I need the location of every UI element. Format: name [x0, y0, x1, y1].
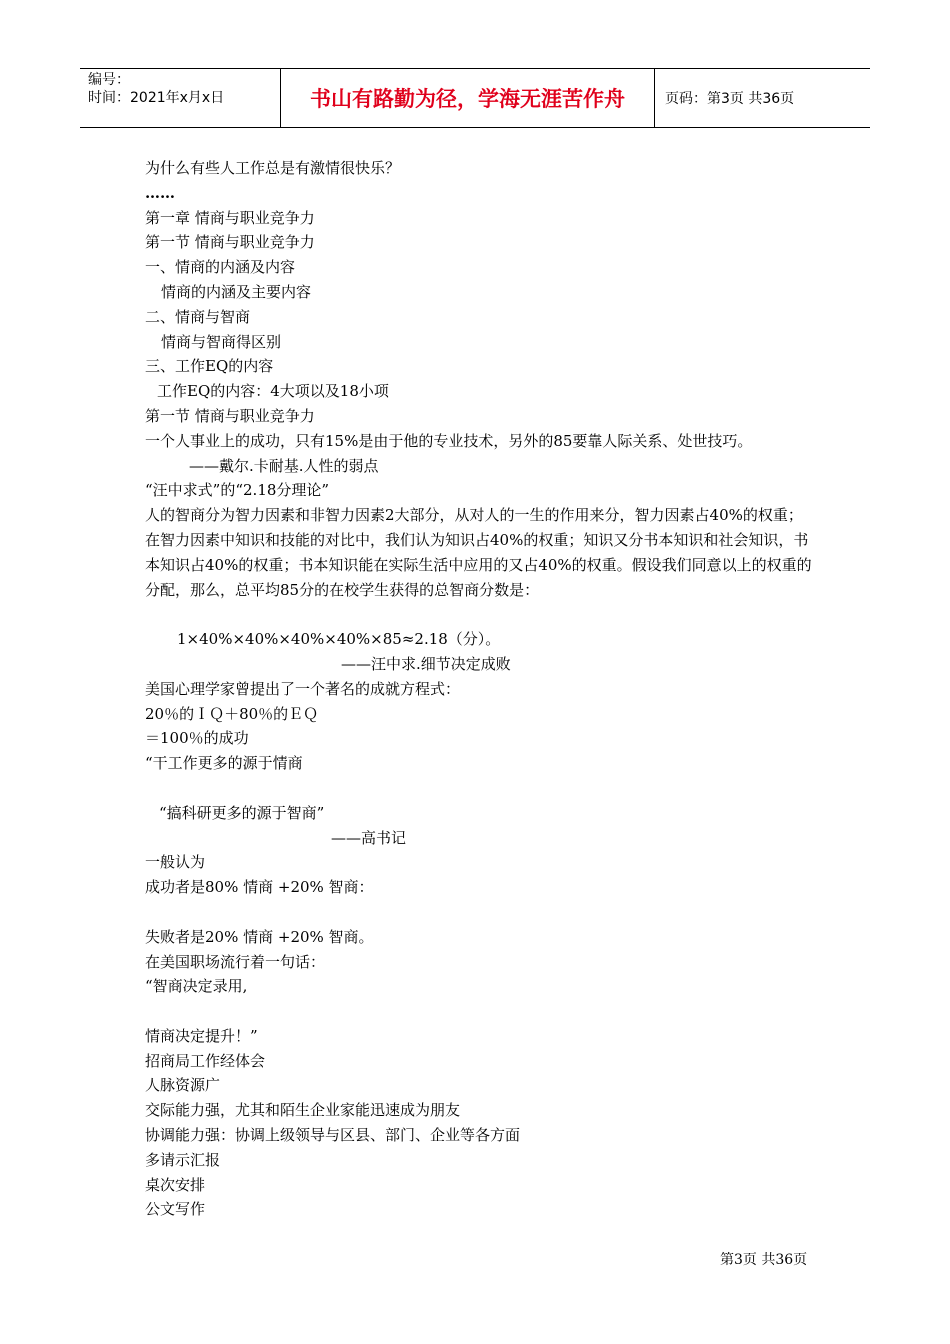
- body-line: 情商与智商得区别: [161, 332, 282, 351]
- body-line: 交际能力强，尤其和陌生企业家能迅速成为朋友: [145, 1101, 461, 1120]
- body-line: 人脉资源广: [145, 1076, 221, 1095]
- body-line: 20％的ＩＱ＋80％的ＥＱ: [145, 704, 319, 723]
- spacer: [145, 900, 815, 925]
- header-page-label: 页码：第3页 共36页: [665, 91, 795, 107]
- body-line: “汪中求式”的“2.18分理论”: [145, 481, 330, 500]
- page-header: [80, 68, 870, 128]
- quote-attribution: ——汪中求.细节决定成败: [341, 654, 511, 673]
- quote-attribution: ——戴尔.卡耐基.人性的弱点: [189, 456, 379, 475]
- quote-attribution: ——高书记: [331, 828, 407, 847]
- body-line: 为什么有些人工作总是有激情很快乐？: [145, 159, 401, 177]
- body-line: ＝100％的成功: [145, 729, 249, 748]
- body-line: “干工作更多的源于情商: [145, 754, 303, 773]
- body-line: “搞科研更多的源于智商”: [159, 803, 325, 822]
- body-line: “智商决定录用,: [145, 977, 248, 996]
- body-line: ……: [145, 183, 175, 202]
- body-line: 桌次安排: [145, 1175, 206, 1194]
- section-heading: 第一节 情商与职业竞争力: [145, 406, 315, 425]
- page-footer: 第3页 共36页: [720, 1252, 808, 1268]
- body-line: 在美国职场流行着一句话：: [145, 952, 326, 971]
- time-label: 时间：2021年x月x日: [88, 90, 225, 106]
- header-motto: 书山有路勤为径，学海无涯苦作舟: [281, 69, 655, 127]
- body-line: 情商的内涵及主要内容: [161, 282, 312, 301]
- section-heading: 第一节 情商与职业竞争力: [145, 233, 315, 252]
- body-line: 美国心理学家曾提出了一个著名的成就方程式：: [145, 679, 461, 698]
- quote-line: 一个人事业上的成功，只有15%是由于他的专业技术，另外的85要靠人际关系、处世技巧。: [145, 431, 753, 450]
- body-line: 成功者是80% 情商 +20% 智商：: [145, 878, 374, 897]
- body-line: 一、情商的内涵及内容: [145, 258, 296, 277]
- chapter-heading: 第一章 情商与职业竞争力: [145, 208, 315, 227]
- body-line: 情商决定提升！”: [145, 1026, 258, 1045]
- body-line: 多请示汇报: [145, 1150, 221, 1169]
- body-line: 工作EQ的内容：4大项以及18小项: [157, 382, 389, 401]
- formula-line: 1×40%×40%×40%×40%×85≈2.18（分）。: [177, 630, 501, 649]
- header-meta: [80, 69, 281, 127]
- body-line: 三、工作EQ的内容: [145, 357, 274, 376]
- body-line: 公文写作: [145, 1200, 206, 1219]
- body-line: 一般认为: [145, 853, 206, 872]
- body-line: 协调能力强：协调上级领导与区县、部门、企业等各方面: [145, 1126, 521, 1145]
- document-body: [145, 156, 815, 1222]
- body-line: 招商局工作经体会: [145, 1051, 266, 1070]
- number-label: 编号：: [88, 72, 130, 88]
- body-line: 失败者是20% 情商 +20% 智商。: [145, 927, 374, 946]
- body-line: 二、情商与智商: [145, 307, 251, 326]
- spacer: [145, 999, 815, 1024]
- spacer: [145, 602, 815, 627]
- spacer: [145, 776, 815, 801]
- paragraph: 人的智商分为智力因素和非智力因素2大部分，从对人的一生的作用来分，智力因素占40%的权重；在智力因素中知识和技能的对比中，我们认为知识占40%的权重；知识又分书本知识和社会知识，书本知识占40%的权重；书本知识能在实际生活中应用的又占40%的权重。假设我们同意以上的权重的分配，那么，总平均85分的在校学生获得的总智商分数是：: [145, 506, 812, 599]
